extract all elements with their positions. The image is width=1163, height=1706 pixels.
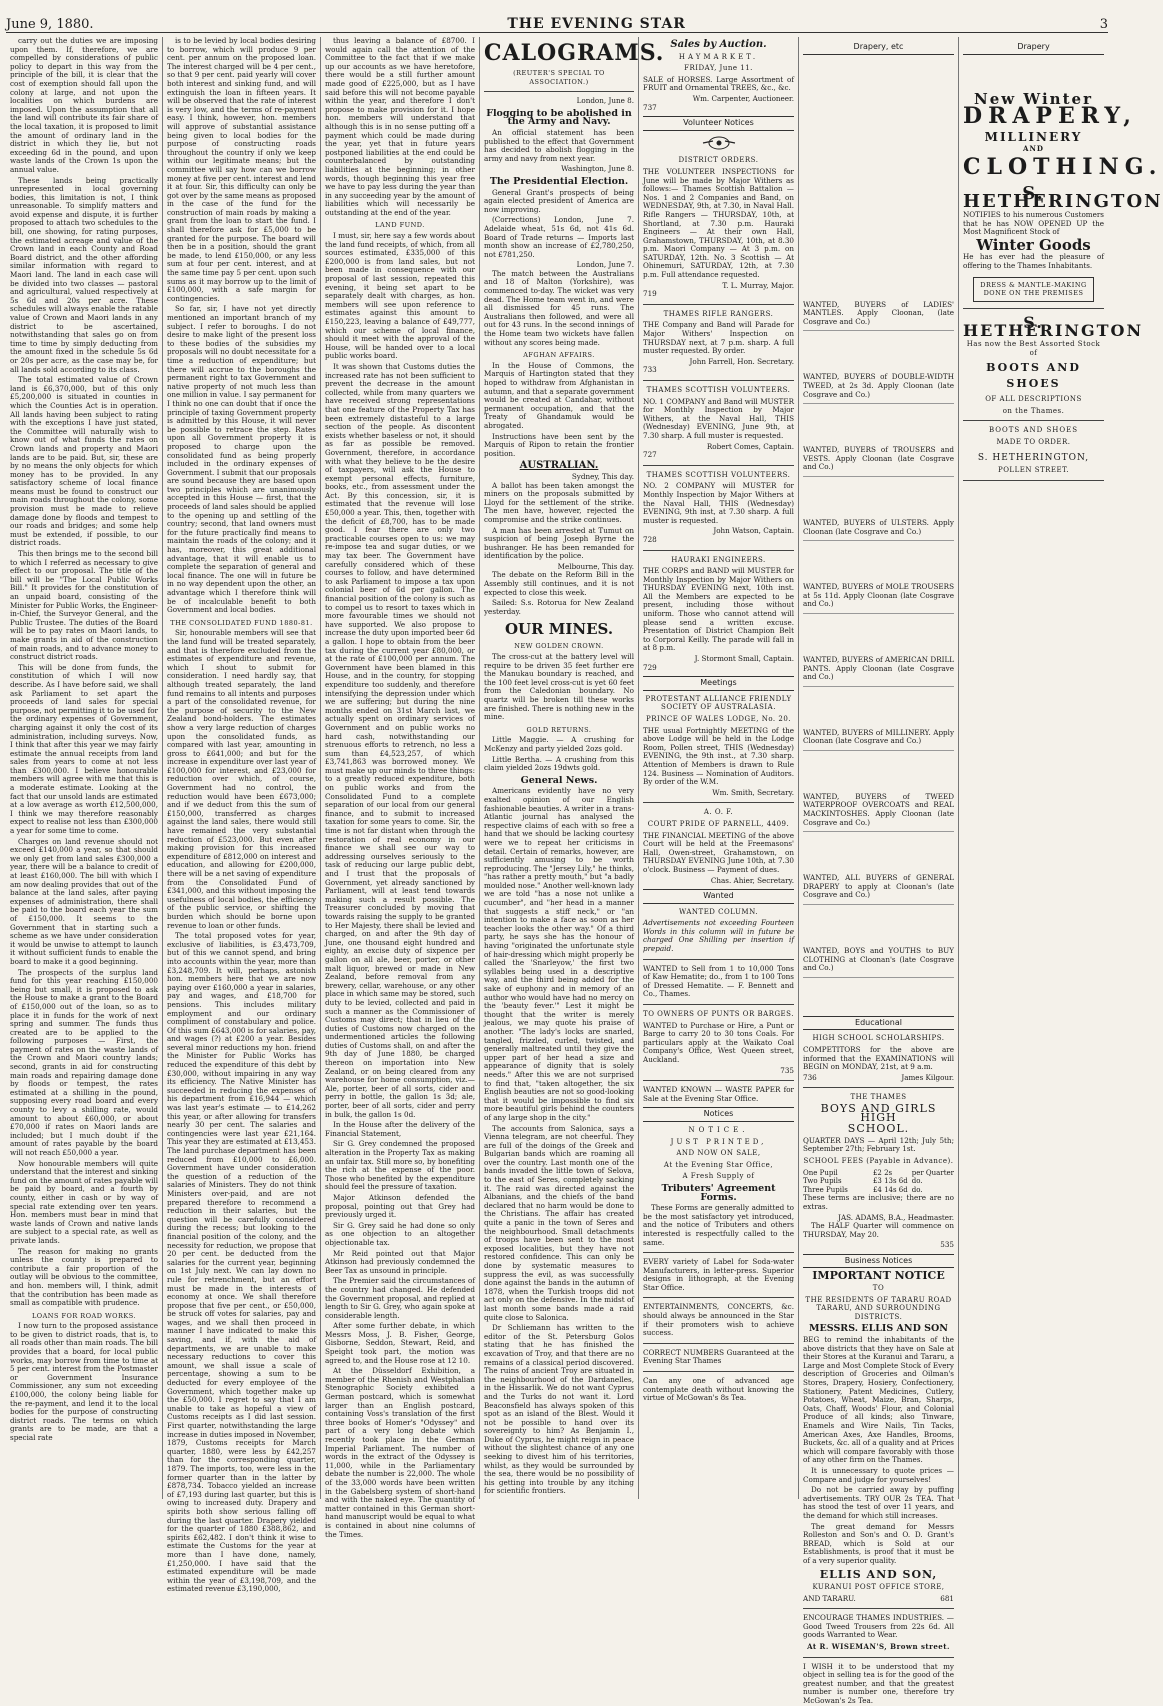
headline-gold-returns: GOLD RETURNS. xyxy=(526,725,592,734)
engineers-signature: J. Stormont Small, Captain. xyxy=(694,654,794,664)
hetherington-name-3: S. HETHERINGTON, xyxy=(977,453,1090,464)
divider xyxy=(643,1371,794,1372)
article-paragraph: Sailed: S.s. Rotorua for New Zealand yesterday. xyxy=(484,598,634,616)
alliance-title: PROTESTANT ALLIANCE FRIENDLY SOCIETY OF AUSTRALASIA. xyxy=(645,694,792,712)
drapery-title: DRAPERY, xyxy=(963,103,1137,130)
drapery-etc-heading: Drapery, etc xyxy=(803,41,954,55)
divider xyxy=(643,802,794,803)
school-line-1: THE THAMES xyxy=(850,1093,907,1102)
ad-number: 728 xyxy=(643,534,657,544)
article-paragraph: The debate on the Reform Bill in the Assembly still continues, and it is not expected to close this week. xyxy=(484,570,634,597)
article-paragraph: Major Atkinson defended the proposal, pointing out that Grey had previously urged it. xyxy=(325,1192,475,1220)
school-line-2: BOYS AND GIRLS HIGH xyxy=(820,1101,937,1124)
article-paragraph: Sir G. Grey said he had done so only as one objection to an altogether objectionable tax. xyxy=(325,1220,475,1247)
masthead: THE EVENING STAR xyxy=(507,16,686,32)
wanted-buyers-ad: WANTED, BUYERS of MILLINERY. Apply Cloonan (late Cosgrave and Co.) xyxy=(803,725,954,751)
encourage-signature: At R. WISEMAN'S, Brown street. xyxy=(807,1642,950,1652)
section-heading-consolidated-fund: THE CONSOLIDATED FUND 1880-81. xyxy=(170,618,313,627)
fees-cell: £3 13s 6d xyxy=(872,1177,908,1186)
divider xyxy=(643,550,794,551)
alliance-signature: Wm. Smith, Secretary. xyxy=(712,787,794,797)
wanted-buyers-ad: WANTED, BUYERS of AMERICAN DRILL PANTS. Apply Cloonan (late Cosgrave and Co.) xyxy=(803,652,954,687)
article-paragraph: After some further debate, in which Messrs Moss, J. B. Fisher, George, Gisborne, Seddon, Stewart, Reid, and Speight took part, the motion was agreed to, and the House rose at 12 10. xyxy=(325,1321,475,1365)
scottish-2-signature: John Watson, Captain. xyxy=(713,526,794,536)
all-descriptions: OF ALL DESCRIPTIONS xyxy=(985,395,1082,404)
dress-mantle-box: DRESS & MANTLE-MAKING DONE ON THE PREMISES xyxy=(973,277,1094,302)
educational-heading: Educational xyxy=(803,1016,954,1031)
article-paragraph: (Corrections) London, June 7. Adelaide wheat, 51s 6d, not 41s 6d. Board of Trade returns — Imports last month show an increase of £2,780,250, not £781,250. xyxy=(484,215,634,259)
wanted-buyers-list-2 xyxy=(803,725,954,978)
wanted-ad: WANTED to Sell from 1 to 10,000 Tons of Kaw Hematite; do., from 1 to 100 Tons of Dressed Hematite. — F. Bennett and Co., Thames. xyxy=(643,963,794,999)
scholarships-text: COMPETITORS for the above are informed that the EXAMINATIONS will BEGIN on MONDAY, 21st, at 9 a.m. xyxy=(803,1045,954,1072)
notice-numbers: CORRECT NUMBERS Guaranteed at the Evening Star Thames xyxy=(643,1347,794,1366)
article-paragraph: Little Maggie. — A crushing for McKenzy and party yielded 2ozs gold. xyxy=(484,735,634,753)
notice-forms: Tributers' Agreement Forms. xyxy=(661,1182,776,1203)
divider xyxy=(963,308,1104,309)
ellis-address-1: KURANUI POST OFFICE STORE, xyxy=(812,1583,945,1592)
page-date: June 9, 1880. xyxy=(6,17,94,32)
divider xyxy=(803,1608,954,1609)
fees-cell: do. xyxy=(911,1185,923,1194)
rifle-rangers-title: THAMES RIFLE RANGERS. xyxy=(663,309,774,318)
divider xyxy=(803,1087,954,1088)
fees-signature: JAS. ADAMS, B.A., Headmaster. xyxy=(838,1212,954,1222)
fees-table xyxy=(803,1169,954,1195)
hetherington-name-2: S. HETHERINGTON xyxy=(963,312,1144,341)
dateline: Sydney, This day. xyxy=(571,471,634,481)
fees-cell: Two Pupils xyxy=(803,1177,842,1186)
wanted-buyers-ad: WANTED, BUYERS of TROUSERS and VESTS. Apply Cloonan (late Cosgrave and Co.) xyxy=(803,442,954,477)
headline-afghan: AFGHAN AFFAIRS. xyxy=(523,351,595,360)
article-paragraph: Dr Schliemann has written to the editor of the St. Petersburg Golos stating that he has finished the excavation of Troy, and that there are no remains of a classical period discovered. The ruins of ancient Troy are situated in the neighbourhood of the Dardanelles, in the Hissarlik. We do not want Cyprus and the Turks do not want it. Lord Beaconsfield has always spoken of this spot as an island of the Blest. Would it not be possible to hand over its sovereignty to him? As Benjamin I., Duke of Cyprus, he might reign in peace without the slightest chance of any one seeking to divest him of his territories, whilst, as they would be surrounded by the sea, there would be no possibility of his getting into trouble by any itching for scientific frontiers. xyxy=(484,1323,634,1496)
columns xyxy=(6,36,1163,1705)
column-3 xyxy=(321,36,480,1539)
wanted-column-title: WANTED COLUMN. xyxy=(679,907,758,916)
fees-cell: do. xyxy=(911,1177,923,1186)
calograms-subtitle: (REUTER'S SPECIAL TO ASSOCIATION.) xyxy=(513,69,605,86)
auction-signature: Wm. Carpenter, Auctioneer. xyxy=(692,93,794,103)
wanted-buyers-list xyxy=(803,59,954,687)
article-paragraph: Charges on land revenue should not exceed £140,000 a year, so that should we only get from land sales £300,000 a year, there will be a balance to credit of at least £160,000. The bill with which I am now dealing provides that out of the balance at the land sales, after paying expenses of administration, there shall be paid to the board each year the sum of £150,000. It seems to the Government that in starting such a scheme as we have under consideration it would be unwise to attempt to launch it without sufficient funds to enable the board to make it a good beginning. xyxy=(10,836,158,966)
wanted-column-text: Advertisements not exceeding Fourteen Words in this column will in future be charged One Shilling per insertion if prepaid. xyxy=(643,918,794,954)
notice-title: NOTICE. xyxy=(688,1125,749,1134)
notice-line: A Fresh Supply of xyxy=(682,1172,755,1181)
made-to-order: MADE TO ORDER. xyxy=(996,437,1071,446)
ellis-address-2: AND TARARU. xyxy=(803,1593,856,1603)
article-paragraph: Sir, honourable members will see that the land fund will be treated separately, and that is therefore excluded from the estimates of expenditure and revenue, which I shout to submit for consideration. I need hardly say, that although treated separately, the land fund remains to all intents and purposes a part of the consolidated revenue, for the purpose of security to the New Zealand bond-holders. The estimates show a very large reduction of charges upon the consolidated funds, as compared with last year, amounting in gross to £641,000; and but for the increase in expenditure over last year of £100,000 for interest, and £23,000 for reduction over which, of course, Government had no control, the reduction would have been £673,000; and if we deduct from this the sum of £150,000, transferred as charges against the land sales, there would still have remained the very substantial reduction of £523,000. But even after making provision for this increased expenditure of £812,000 on interest and education, and allowing for £200,000, there will be a net saving of expenditure from the Consolidated Fund of £341,000, and this without imposing the usefulness of local bodies, the efficiency of the public service, or shifting the burden which should be borne upon revenue to loan or other funds. xyxy=(167,628,316,930)
scottish-1-signature: Robert Comes, Captain. xyxy=(706,441,794,451)
school-line-3: SCHOOL. xyxy=(847,1122,910,1136)
page-header xyxy=(6,8,1108,33)
divider xyxy=(643,1080,794,1081)
article-paragraph: The accounts from Salonica, says a Vienna telegram, are not cheerful. They are full of the doings of the Greek and Bulgarian bands which are roaming all over the country. Last month one of the bands invaded the little town of Selova, to the east of Seres, completely sacking it. The raid was directed against the Albanians, and the chiefs of the band declared that no harm would be done to the Christians. The affair has created quite a panic in the town of Seres and the neighbourhood. Small detachments of troops have been sent to the most exposed localities, but they have not restored confidence. This can only be done by systematic measures to suppress the evil, as was successfully done against the bands in the autumn of 1878, when the Turkish troops did not act only on the defensive. In the midst of last month some bands made a raid quite close to Salonica. xyxy=(484,1123,634,1322)
divider xyxy=(643,465,794,466)
article-paragraph: Mr Reid pointed out that Major Atkinson had previously condemned the Beer Tax as unsound in principle. xyxy=(325,1248,475,1275)
business-notices-heading: Business Notices xyxy=(803,1254,954,1269)
district-orders-text: THE VOLUNTEER INSPECTIONS for June will be made by Major Withers as follows:— Thames Scottish Battalion — Nos. 1 and 2 Companies and Band, on WEDNESDAY, 9th, at 7.30, in Naval Hall. Rifle Rangers — THURSDAY, 10th, at Shortland, at 7.30 p.m. Hauraki Engineers — At their own Hall, Grahamstown, THURSDAY, 10th, at 8.30 p.m. Maori Company — At 3 p.m. on SATURDAY, 12th. No. 3 Scottish — At Ohinemuri, SATURDAY, 12th, at 7.30 p.m. Full attendance requested. xyxy=(643,166,794,280)
divider xyxy=(643,1252,794,1253)
article-paragraph: General Grant's prospects of being again elected president of America are now improving. xyxy=(484,187,634,214)
new-winter: New Winter xyxy=(974,89,1093,108)
article-paragraph: Instructions have been sent by the Marquis of Ripon to retain the frontier position. xyxy=(484,431,634,458)
district-orders-title: DISTRICT ORDERS. xyxy=(678,156,759,165)
article-paragraph: I now turn to the proposed assistance to be given to district roads, that is, to all roads other than main roads. The bill provides that a board, for local public works, may borrow from time to time at 5 per cent. interest from the Postmaster or Government Insurance Commissioner, any sum not exceeding £100,000, the colony being liable for the re-payment, and lend it to the local bodies for the purpose of constructing district roads. The terms on which grants are to be made, are that a special rate xyxy=(10,1321,158,1442)
auction-date: FRIDAY, June 11. xyxy=(684,64,753,73)
wanted-ad-title: TO OWNERS OF PUNTS OR BARGES. xyxy=(643,1010,794,1019)
wanted-buyers-ad: WANTED, BUYERS of MOLE TROUSERS at 5s 11d. Apply Cloonan (late Cosgrave and Co.) xyxy=(803,579,954,614)
auction-heading: Sales by Auction. xyxy=(670,39,767,50)
wanted-buyers-ad: WANTED, ALL BUYERS of GENERAL DRAPERY to apply at Cloonan's (late Cosgrave and Co.) xyxy=(803,870,954,905)
wanted-buyers-ad: WANTED, BUYERS of LADIES' MANTLES. Apply Cloonan, (late Cosgrave and Co.) xyxy=(803,297,954,332)
wanted-ad: WANTED KNOWN — WASTE PAPER for Sale at the Evening Star Office. xyxy=(643,1085,794,1103)
drapery-heading: Drapery xyxy=(963,41,1104,55)
article-paragraph: So far, sir, I have not yet directly mentioned an important branch of my subject. I refer to boroughs. I do not desire to make light of the present loss to these bodies of the subsidies my proposals will no doubt necessitate for a time a reduction of expenditure; but there will accrue to the boroughs the permanent right to tax Government and native property of not much less than one million in value. I say permanent for I think no one can doubt that if once the principle of taxing Government property is admitted by this House, it will never be possible to retrace the step. Rates upon all Government property it is proposed to charge upon the consolidated fund as being properly included in the ordinary expenses of Government. I submit that our proposals are sound because they are based upon two principles which are unanimously accepted in this House — first, that the proceeds of land sales should be applied to the opening up and settling of the country; second, that land owners must for the future practically find means to maintain the roads of the colony; and it has, moreover, this great additional advantage, that it will enable us to complete the separation of general and local finance. The one will in future be in no way dependent upon the other, an advantage which I therefore think will be of incalculable benefit to both Government and local bodies. xyxy=(167,304,316,615)
headline-our-mines: OUR MINES. xyxy=(504,620,614,639)
dateline: London, June 8. xyxy=(576,96,634,106)
article-paragraph: This then brings me to the second bill to which I referred as necessary to give effect to our proposal. The title of the bill will be "The Local Public Works Bill." It provides for the constitution of an unpaid board, consisting of the Minister for Public Works, the Engineer-in-Chief, the Surveyor General, and the Public Trustee. The duties of the Board will be to pay rates on Maori lands, to make grants in aid of the construction of main roads, and to advance money to construct district roads. xyxy=(10,549,158,662)
on-thames: on the Thames. xyxy=(1002,406,1065,415)
aof-text: THE FINANCIAL MEETING of the above Court will be held at the Freemasons' Hall, Owen-street, Grahamstown, on THURSDAY EVENING June 10th, at 7.30 o'clock. Business — Payment of dues. xyxy=(643,830,794,874)
ad-number: 729 xyxy=(643,662,657,672)
engineers-text: THE CORPS and BAND will MUSTER for Monthly Inspection by Major Withers on THURSDAY EVENING next, 10th inst. All the Members are expected to be present, including those without uniform. Those who cannot attend will please send a written excuse. Presentation of District Champion Belt to Corporal Keilly. The parade will fall in at 8 p.m. xyxy=(643,566,794,653)
divider xyxy=(803,1657,954,1658)
article-paragraph: Little Bertha. — A crushing from this claim yielded 2ozs 19dwts gold. xyxy=(484,754,634,773)
fees-cell: £2 2s xyxy=(872,1168,893,1177)
column-5-notices xyxy=(639,37,799,1499)
ellis-title: ELLIS AND SON, xyxy=(819,1568,938,1582)
divider xyxy=(643,1297,794,1298)
article-paragraph: Now honourable members will quite understand that the interest and sinking fund on the amount of rates payable will be paid by board, and a fourth by county, either in cash or by way of special rate extending over ten years. Hon. members must bear in mind that waste lands of Crown and native lands are subject to a special rate, as well as private lands. xyxy=(10,1158,158,1245)
divider xyxy=(963,420,1104,421)
divider xyxy=(643,380,794,381)
scottish-1-title: THAMES SCOTTISH VOLUNTEERS. xyxy=(646,386,791,394)
article-paragraph: Sir G. Grey condemned the proposed alteration in the Property Tax as making an unfair tax. Still more so, by bonefiting the rich at the expense of the poor. Those who benefited by the expenditure should feel the pressure of taxation. xyxy=(325,1139,475,1192)
rifle-rangers-text: THE Company and Band will Parade for Major Withers' Inspection on THURSDAY next, at 7 p.m. sharp. A full muster requested. By order. xyxy=(643,320,794,356)
divider xyxy=(484,91,634,92)
article-paragraph: In the House after the delivery of the Financial Statement, xyxy=(325,1120,475,1138)
crest-icon xyxy=(643,135,794,154)
article-paragraph: The total estimated value of Crown land is £6,370,000, but of this only £5,200,000 is situated in counties in which the Counties Act is in operation. All lands having been subject to rating with the exceptions I have just stated, the Committee will naturally wish to know out of what funds the rates on Crown lands and property and Maori lands are to be paid. But, sir, these are by no means the only objects for which money has to be provided. In any satisfactory scheme of local finance means must be found to construct our main roads throughout the colony, some provision must be made to relieve damage done by floods and tempest to our roads and bridges; and some help must be extended, if possible, to our district roads. xyxy=(10,375,158,548)
dateline: Melbourne, This day. xyxy=(557,561,634,571)
encourage-text: ENCOURAGE THAMES INDUSTRIES. — Good Tweed Trousers from 22s 6d. All goods Warranted to Wear. xyxy=(803,1613,954,1640)
engineers-title: HAURAKI ENGINEERS. xyxy=(671,555,766,564)
clothing-title: CLOTHING. xyxy=(963,153,1163,180)
volunteer-notices-heading: Volunteer Notices xyxy=(643,116,794,131)
meetings-heading: Meetings xyxy=(643,676,794,691)
headline-australian: AUSTRALIAN. xyxy=(519,460,599,472)
headline-flogging: Flogging to be abolished in the Army and Navy. xyxy=(486,107,632,128)
notice-line: AND NOW ON SALE, xyxy=(676,1149,761,1158)
article-paragraph: The total proposed votes for year, exclusive of liabilities, is £3,473,709, but of this we cannot spend, and bring into accounts within the year, more than £3,248,709. It will, perhaps, astonish hon. members here that we are now paying over £160,000 a year in salaries, pay and wages, and £18,700 for pensions. This includes military employment and our ordinary compliment of constabulary and police. Of this sum £643,000 is for salaries, pay, and wages (?) at £200 a year. Besides several minor reductions my hon. friend the Minister for Public Works has reduced the expenditure of this debt by £30,000, without impairing in any way its efficiency. The Native Minister has succeeded in reducing the expenses of his department from £16,944 — which was last year's estimate — to £14,262 this year, or after allowing for transfers nearly 30 per cent. The salaries and contingencies were last year £21,164. This year they are estimated at £13,453. The land purchase department has been reduced from £10,000 to £6,000. Government have under consideration the question of a reduction of the salaries of Ministers. They do not think Ministers over-paid, and are not prepared therefore to recommend a reduction in their salaries, but the question will be carefully considered during the recess; but looking to the financial position of the colony, and the necessity for reduction, we propose that 20 per cent. be deducted from the salaries for the current year, beginning on 1st July next. We can lay down no rule for retrenchment, but an effort must be made in the interests of economy at once. We shall therefore propose that five per cent., or £50,000, be struck off votes for salaries, pay and wages, and we shall then proceed in manner I have indicated to make this saving, and if, with the aid of departments, we are unable to make necessary reductions to cover this amount, we shall issue a scale of percentage, showing a sum to be deducted for every employee of the Government, which together make up the £50,000. I regret to say that I am unable to take as hopeful a view of Customs receipts as I did last session. First quarter, notwithstanding the large increase in duties imposed in November, 1879, Customs receipts for March quarter, 1880, were less by £42,257 than for the corresponding quarter, 1879. The imports, too, were less in the former quarter than in the latter by £878,734. Tobacco yielded an increase of £7,193 during last quarter, but this is owing to increased duty. Drapery and spirits both show serious falling off during the last quarter. Drapery yielded for the quarter of 1880 £388,862, and spirits £62,482. I don't think it wise to estimate the Customs for the year at more than I have done, namely, £1,250,000. I have said that the estimated expenditure will be made within the year of £3,198,709, and the estimated revenue £3,190,000, xyxy=(167,931,316,1594)
article-paragraph: is to be levied by local bodies desiring to borrow, which will produce 9 per cent. per annum on the proposed loan. The interest charged will be 4 per cent., so that 9 per cent. paid yearly will cover both interest and sinking fund, and will extinguish the loan in fifteen years. It will be observed that the rate of interest is very low, and the terms of re-payment easy. I think, however, hon. members will approve of substantial assistance being given to local bodies for the purpose of constructing roads throughout the country if only we keep within our legitimate means; but the committee will say how can we borrow money at five per cent. interest and lend it at four. Sir, this difficulty can only be got over by the same means as proposed in the case of the fund for the construction of main roads by making a grant from the loan to start the fund. I shall therefore ask for £5,000 to be granted for the purpose. The board will then be in a position, should the grant be made, to lend £150,000, or any less sum at four per cent. interest, and at the same time pay 5 per cent. upon such sums as it may borrow up to the limit of £100,000, with a safe margin for contingencies. xyxy=(167,36,316,303)
article-paragraph: The reason for making no grants unless the county is prepared to contribute a fair proportion of the outlay will be obvious to the committee, and hon. members will, I think, admit that the contribution has been made as small as compatible with prudence. xyxy=(10,1246,158,1308)
hetherington-pleasure: He has ever had the pleasure of offering to the Thames Inhabitants. xyxy=(963,252,1104,270)
ad-number: 736 xyxy=(803,1072,817,1082)
column-1 xyxy=(6,37,163,1499)
best-stock: Has now the Best Assorted Stock of xyxy=(966,339,1101,357)
article-paragraph: This will be done from funds, the constitution of which I will now describe. As I have before said, we shall ask Parliament to set apart the proceeds of land sales for special purpose, not permitting it to be used for the ordinary expenses of Government, charging against it only the cost of its administration, including surveys. Now, I think that after this year we may fairly estimate the annual receipts from land sales from years to come at not less than £300,000. I believe honourable members will agree with me that this is a moderate estimate. Looking at the fact that our unsold lands are estimated at a low average as worth £12,500,000, I think we may therefore reasonably expect to realise not less than £300,000 a year for some time to come. xyxy=(10,662,158,836)
notice-tea: Can any one of advanced age contemplate death without knowing the virtue of McGowan's 8s Tea. xyxy=(643,1376,794,1403)
hetherington-notifies: NOTIFIES to his numerous Customers that he has NOW OPENED UP the Most Magnificent Stock of xyxy=(963,209,1104,237)
article-paragraph: carry out the duties we are imposing upon them. If, therefore, we are compelled by considerations of public policy to depart in this way from the principle of the bill, it is clear that the cost of exemption should fall upon the colony at large, and not upon the localities on which burdens are imposed. Upon the assumption that all the land will contribute its fair share of the local taxation, it is proposed to limit the amount of ordinary land in the district in which they lie, but not exceeding 6d in the pound, and upon waste lands of the Crown 1s upon the annual value. xyxy=(10,36,158,174)
article-paragraph: It was shown that Customs duties the increased rate has not been sufficient to prevent the decrease in the amount collected, while from many quarters we have received strong representations that one feature of the Property Tax has been extremely distasteful to a large section of the people. As discontent exists whether baseless or not, it should as far as possible be removed. Government, therefore, in accordance with what they believe to be the desire of taxpayers, will ask the House to exempt personal effects, furniture, books, etc., from assessment under the Act. By this concession, sir, it is estimated that the revenue will lose £50,000 a year. This, then, together with the deficit of £8,700, has to be made good. I fear there are only two practicable courses open to us: we may re-impose tea and sugar duties, or we may tax beer. The Government have carefully considered which of these courses to follow, and have determined to ask Parliament to impose a tax upon colonial beer of 6d per gallon. The financial position of the colony is such as to compel us to resort to taxes which in more favourable times we should not have supported. We also propose to increase the duty upon imported beer 6d a gallon. I hope to obtain from the beer tax during the current year £80,000, or at the rate of £100,000 per annum. The Government have been blamed in this House, and in the country, for stopping expenditure too suddenly, and therefore intensifying the depression under which we are suffering; but during the nine months ended on 31st March last, we actually spent on ordinary services of Government and on public works no hard cash, notwithstanding our strenuous efforts to retrench, no less a sum than £4,523,257, of which £3,741,863 was borrowed money. We must make up our minds to three things: to a greatly reduced expenditure, both on public works and from the Consolidated Fund to a complete separation of our local from our general finance, and to submit to increased taxation for some years to come. Sir, the time is not far distant when through the restoration of real economy in our finance we shall see our way to addressing ourselves seriously to the task of reducing our large public debt, and I trust that the proposals of Government, yet already sanctioned by Parliament, will at least tend towards making such a result possible. The Treasurer concluded by moving that towards raising the supply to be granted to Her Majesty, there shall be levied and charged, on and after the 9th day of June, one thousand eight hundred and eighty, an excise duty of sixpence per gallon on all ale, beer, porter, or other malt liquor, brewed or made in New Zealand, before removal from any brewery, cellar, warehouse, or any other place in which same may be stored, such duty to be levied, collected and paid in such a manner as the Commissioner of Customs may direct; that in lieu of the duties of Customs now charged on the undermentioned articles the following duties of Customs shall, on and after the 9th day of June 1880, be charged thereon on importation into New Zealand, or on being cleared from any warehouse for home consumption, viz.— Ale, porter, beer of all sorts, cider and perry in bottle, the gallon 1s 3d; ale, porter, beer of all sorts, cider and perry in bulk, the gallon 1s 0d. xyxy=(325,361,475,1119)
notice-entertainments: ENTERTAINMENTS, CONCERTS, &c. should always be announced in the Star if their promoters wish to achieve success. xyxy=(643,1302,794,1338)
section-heading-loans: LOANS FOR ROAD WORKS. xyxy=(31,1311,137,1320)
winter-goods: Winter Goods xyxy=(976,235,1091,254)
scholarships-title: HIGH SCHOOL SCHOLARSHIPS. xyxy=(812,1034,945,1043)
headline-golden-crown: NEW GOLDEN CROWN. xyxy=(514,642,604,651)
divider xyxy=(643,304,794,305)
wanted-buyers-ad: WANTED, BUYERS of ULSTERS. Apply Cloonan (late Cosgrave and Co.) xyxy=(803,515,954,541)
article-paragraph: The cross-cut at the battery level will require to be driven 35 feet further ere the Manukau boundary is reached, and the 100 feet level cross-cut is yet 60 feet from the Caledonian boundary. No quartz will be broken till these works are finished. There is nothing new in the mine. xyxy=(484,652,634,722)
messrs-text-4: The great demand for Messrs Rolleston and Son's and O. D. Grant's BREAD, which is Sold at our Establishments, is proof that it must be of a very superior quality. xyxy=(803,1521,954,1565)
article-paragraph: A man has been arrested at Tumut on suspicion of being Joseph Byrne the bushranger. He has been remanded for identification by the police. xyxy=(484,525,634,561)
rifle-rangers-signature: John Farrell, Hon. Secretary. xyxy=(689,356,794,366)
ad-number: 535 xyxy=(940,1240,954,1250)
column-7-hetherington xyxy=(959,37,1163,1499)
notice-line: At the Evening Star Office, xyxy=(663,1160,774,1169)
boots-shoes: BOOTS AND SHOES xyxy=(986,361,1081,391)
and-word: AND xyxy=(1023,144,1044,154)
ad-number: 681 xyxy=(940,1593,954,1603)
aof-title: A. O. F. xyxy=(703,808,734,817)
ad-number: 737 xyxy=(643,102,657,112)
divider xyxy=(643,1343,794,1344)
alliance-lodge: PRINCE OF WALES LODGE, No. 20. xyxy=(645,715,791,723)
wanted-buyers-ad: WANTED, BOYS and YOUTHS to BUY CLOTHING at Cloonan's (late Cosgrave and Co.) xyxy=(803,943,954,978)
quarter-days: QUARTER DAYS — April 12th; July 5th; September 27th; February 1st. xyxy=(803,1135,954,1154)
article-paragraph: An official statement has been published to the effect that Government has decided to abolish flogging in the army and navy from next year. xyxy=(484,127,634,163)
article-paragraph: In the House of Commons, the Marquis of Hartington stated that they hoped to withdraw from Afghanistan in autumn, and that a separate government would be created at Candahar, without permanent occupation, and that the Treaty of Ghandamuk would be abrogated. xyxy=(484,360,634,430)
scottish-1-text: NO. 1 COMPANY and Band will MUSTER for Monthly Inspection by Major Withers, at the Naval Hall, THIS (Wednesday) EVENING, June 9th, at 7.30 sharp. A full muster is requested. xyxy=(643,396,794,440)
divider xyxy=(963,480,1104,481)
pollen-street: POLLEN STREET. xyxy=(997,466,1070,475)
notice-text: These Forms are generally admitted to be the most satisfactory yet introduced, and the notice of Tributers and others interested is respectfully called to the same. xyxy=(643,1203,794,1247)
dateline: Washington, June 8. xyxy=(561,164,634,174)
half-quarter: The HALF Quarter will commence on THURSDAY, May 20. xyxy=(803,1221,954,1239)
column-2 xyxy=(163,36,321,1594)
alliance-text: THE usual Fortnightly MEETING of the above Lodge will be held in the Lodge Room, Pollen street, THIS (Wednesday) EVENING, the 9th inst., at 7.30 sharp. Attention of Members is drawn to Rule 124. Business — Nomination of Auditors. By order of the W.M. xyxy=(643,725,794,787)
district-orders-signature: T. L. Murray, Major. xyxy=(722,280,794,290)
auction-title: HAYMARKET. xyxy=(678,52,759,61)
article-paragraph: Americans evidently have no very exalted opinion of our English fashionable beauties. A writer in a trans-Atlantic journal has analysed the respective claims of each with so free a hand that we should be lacking courtesy were we to repeat her criticisms in detail. Certain of remarks, however, are sufficiently amusing to be worth reproducing. The "Jersey Lily," he thinks, "has rather a pretty mouth," but "a badly moulded nose." Another well-known lady we are told "has a nose not unlike a cucumber", and "her head in a manner that suggests a stiff neck," or "an intention to make a face as soon as her teacher looks the other way." Of a third party, he says she has the honour of having "originated the unfortunate style of hair-dressing which might properly be called the 'Snarleyow,' the first two syllables being used in a descriptive way, and the third being added for the sake of euphony and in memory of an author who would have had no mercy on the 'beauty fever.'" Lest it might be thought that the writer is merely jealous, we may quote his praise of another. "The lady's locks are snarled, tangled, frizzled, curled, twisted, and generally maltreated until they give the upper part of her head a size and appearance of dignity that is solely needs." After this we are not surprised to find that, "taken altogether, the six English beauties are not so good-looking that it would be impossible to find six more beautiful girls behind the counters of any large shop in the city." xyxy=(484,786,634,1122)
page-number: 3 xyxy=(1099,17,1108,32)
divider xyxy=(643,1004,794,1005)
ad-number: 719 xyxy=(643,289,657,299)
millinery-title: MILLINERY xyxy=(984,130,1083,145)
section-heading-land-fund: LAND FUND. xyxy=(375,221,425,230)
aof-court: COURT PRIDE OF PARNELL, 4409. xyxy=(647,819,790,828)
article-paragraph: The Premier said the circumstances of the country had changed. He defended the Government proposal, and replied at length to Sir G. Grey, who again spoke at considerable length. xyxy=(325,1276,475,1320)
fees-note: These terms are inclusive; there are no extras. xyxy=(803,1193,954,1211)
notice-line: JUST PRINTED, xyxy=(670,1137,767,1146)
boots-shoes-2: BOOTS AND SHOES xyxy=(988,426,1078,435)
messrs-text-3: Do not be carried away by puffing advertisements. TRY OUR 2s TEA. That has stood the test of over 11 years, and the demand for which still increases. xyxy=(803,1485,954,1520)
fees-cell: One Pupil xyxy=(803,1168,838,1177)
ad-number: 735 xyxy=(780,1065,794,1075)
ellis-footer xyxy=(803,1595,954,1604)
important-notice-sub: THE RESIDENTS OF TARARU ROAD TARARU, AND SURROUNDING DISTRICTS. xyxy=(805,1295,952,1321)
headline-election: The Presidential Election. xyxy=(489,175,629,187)
dateline: London, June 7. xyxy=(576,260,634,270)
article-paragraph: thus leaving a balance of £8700. I would again call the attention of the Committee to the fact that if we make up our accounts as we have heretofore, there would be a still further amount made good of £225,000, but as I have said before this will not become payable within the year, and therefore I don't propose to make provision for it. I hope hon. members will understand that although this is in no sense putting off a payment which could be made during the year, yet that in future years postponed liabilities at the end could be counterbalanced by outstanding liabilities at the beginning; in other words, though beginning this year free we have to pay less during the year than in any succeeding year by the amount of liabilities which will necessarily be outstanding at the end of the year. xyxy=(325,36,475,217)
scholarships-footer xyxy=(803,1074,954,1083)
auction-text: SALE of HORSES. Large Assortment of FRUIT and Ornamental TREES, &c., &c. xyxy=(643,74,794,93)
aof-signature: Chas. Ahier, Secretary. xyxy=(710,875,794,885)
article-paragraph: At the Düsseldorf Exhibition, a member of the Rhenish and Westphalian Stenographic Society exhibited a German postcard, which is somewhat larger than an English postcard, containing Voss's translation of the first three books of Homer's "Odyssey" and part of a very long debate which recently took place in the German Imperial Parliament. The number of words in the extract of the Odyssey is 11,000, while in the Parliamentary debate the number is 22,000. The whole of the 33,000 words have been written in the Gabelsberg system of short-hand and with the naked eye. The quantity of matter contained in this German short-hand manuscript would be equal to what is contained in about nine columns of the Times. xyxy=(325,1366,475,1539)
messrs-title: MESSRS. ELLIS AND SON xyxy=(809,1323,948,1335)
messrs-text-2: It is unnecessary to quote prices — Compare and judge for yourselves! xyxy=(803,1465,954,1484)
messrs-text: BEG to remind the inhabitants of the above districts that they have on Sale at their Stores at the Kuranui and Tararu, a Large and Most Complete Stock of Every description of Groceries and Oilman's Stores, Drapery, Hosiery, Confectionery, Stationery, Patent Medicines, Cutlery, Potatoes, Wheat, Maize, Bran, Sharps, Oats, Chaff, Woods' Flour, and Colonial Produce of all kinds; also Tinware, Enamels and Wire Nails, Tin Tacks, American Axes, Axe Handles, Brooms, Buckets, &c. all of a quality and at Prices which will compare favorably with those of any other firm on the Thames. xyxy=(803,1335,954,1465)
fees-cell: per Quarter xyxy=(911,1168,954,1177)
ad-number: 727 xyxy=(643,450,657,460)
article-paragraph: A ballot has been taken amongst the miners on the proposals submitted by Lloyd for the settlement of the strike. The men have, however, rejected the compromise and the strike continues. xyxy=(484,480,634,524)
calograms-title: CALOGRAMS. xyxy=(484,40,665,66)
divider xyxy=(643,959,794,960)
fees-cell: £4 14s 6d xyxy=(872,1185,908,1194)
ad-number: 733 xyxy=(643,365,657,375)
scottish-2-title: THAMES SCOTTISH VOLUNTEERS. xyxy=(646,470,791,479)
scottish-2-text: NO. 2 COMPANY will MUSTER for Monthly Inspection by Major Withers at the Naval Hall, THIS (Wednesday) EVENING, 9th inst, at 7.30 sharp. A full muster is requested. xyxy=(643,481,794,525)
column-6-drapery xyxy=(799,37,959,1705)
article-paragraph: I must, sir, here say a few words about the land fund receipts, of which, from all sources estimated, £335,000 of this £200,000 is from land sales, but not been made in consequence with our proposal of last session, repeated this evening, it being set apart to be separately dealt with charges, as hon. members will see upon reference to estimates against this amount to £150,223, leaving a balance of £49,777, which our scheme of local finance, should it meet with the approval of the House, will be handed over to a local public works board. xyxy=(325,231,475,361)
important-notice-title: IMPORTANT NOTICE xyxy=(812,1269,945,1283)
hetherington-name: S. HETHERINGTON xyxy=(963,182,1163,213)
scholarships-signature: James Kilgour. xyxy=(901,1072,954,1082)
notice-labels: EVERY variety of Label for Soda-water Manufacturers, in letter-press. Superior designs in lithograph, at the Evening Star Office. xyxy=(643,1257,794,1292)
tea-text: I WISH it to be understood that my object in selling tea is for the good of the greatest number, and that the greatest number is number one, therefore try McGowan's 2s Tea. xyxy=(803,1661,954,1705)
fees-cell: Three Pupils xyxy=(803,1185,848,1194)
wanted-heading: Wanted xyxy=(643,889,794,904)
important-notice-to: TO xyxy=(872,1284,885,1293)
article-paragraph: The match between the Australians and 18 of Malton (Yorkshire), was commenced to-day. The wicket was very dead. The Home team went in, and were all dismissed for 45 runs. The Australians then followed, and were all out for 43 runs. In the second innings of the Home team two wickets have fallen without any scores being made. xyxy=(484,268,634,347)
headline-general-news: General News. xyxy=(520,774,598,786)
wanted-buyers-ad: WANTED, BUYERS of TWEED WATERPROOF OVERCOATS and REAL MACKINTOSHES. Apply Cloonan (late Cosgrave and Co.) xyxy=(803,789,954,832)
wanted-buyers-ad: WANTED, BUYERS of DOUBLE-WIDTH TWEED, at 2s 3d. Apply Cloonan (late Cosgrave and Co.) xyxy=(803,369,954,404)
fees-heading: SCHOOL FEES (Payable in Advance). xyxy=(803,1156,954,1165)
notices-heading: Notices xyxy=(643,1107,794,1122)
article-paragraph: The prospects of the surplus land fund for this year reaching £150,000 being but small, it is proposed to ask the House to make a grant to the Board of £150,000 out of the loan, so as to place it in funds for the work of next spring and summer. The funds thus created are to be applied to the following purposes — First, the payment of rates on the waste lands of the Crown and Maori country lands; second, grants in aid for constructing main roads and repairing damage done by floods or tempest, the rates estimated at a shilling in the pound, supposing every road board and every county to levy a shilling rate, would amount to about £60,000, or about £70,000 if rates on Maori lands are included; but I much doubt if the amount of rates payable by the board will not reach £50,000 a year. xyxy=(10,967,158,1157)
wanted-ad: WANTED to Purchase or Hire, a Punt or Barge to carry 20 to 30 tons Coals. For particulars apply at the Waikato Coal Company's Office, West Queen street, Auckland. xyxy=(643,1020,794,1064)
article-paragraph: These lands being practically unrepresented in local governing bodies, this limitation is not, I think unreasonable. To simplify matters and avoid expense and dispute, it is further proposed to attach two schedules to the bill, one showing, for rating purposes, the estimated acreage and value of the Crown land in each County and Road Board district, and the other affording similar information with regard to Maori land. The land in each case will be divided into two classes — pastoral and agricultural, valued respectively at 5s 6d and 20s per acre. These schedules will always enable the ratable value of Crown and Maori lands in any district to be ascertained, notwithstanding that sales go on from time to time by simply deducting from the amount fixed in the schedule 5s 6d or 20s per acre, as the case may be, for all lands sold according to its class. xyxy=(10,175,158,374)
